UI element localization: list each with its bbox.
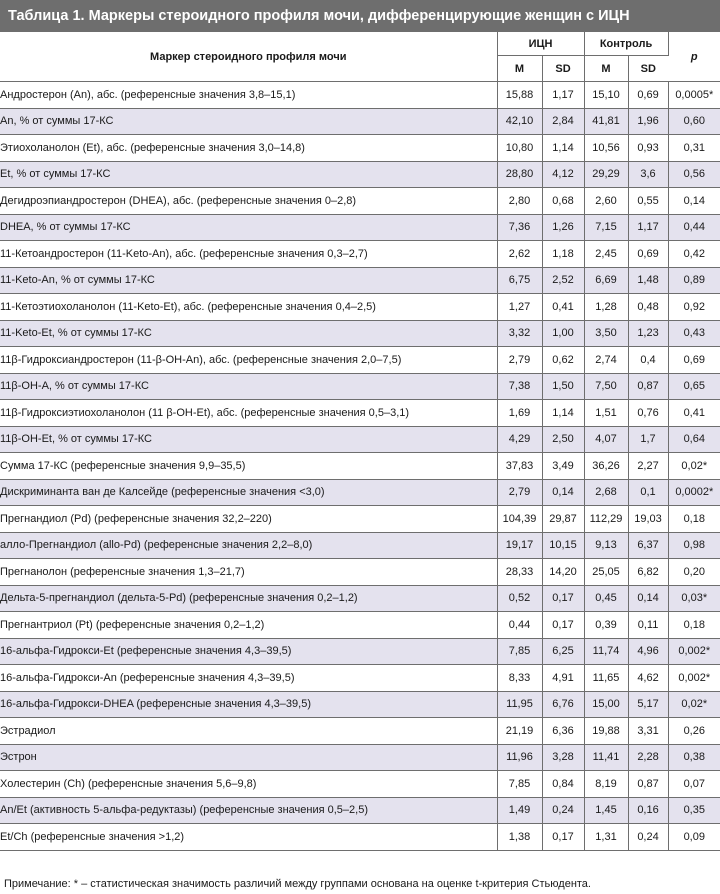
icn-m-cell: 0,44: [497, 612, 542, 639]
control-m-cell: 11,41: [584, 744, 628, 771]
control-sd-cell: 0,76: [628, 400, 668, 427]
p-value-cell: 0,41: [668, 400, 720, 427]
control-sd-cell: 6,37: [628, 532, 668, 559]
p-value-cell: 0,69: [668, 347, 720, 374]
icn-m-cell: 11,96: [497, 744, 542, 771]
marker-name-cell: Прегнанолон (референсные значения 1,3–21,7): [0, 559, 497, 586]
p-value-cell: 0,44: [668, 214, 720, 241]
icn-sd-cell: 2,52: [542, 267, 584, 294]
control-sd-cell: 3,31: [628, 718, 668, 745]
control-sd-cell: 0,48: [628, 294, 668, 321]
control-m-cell: 1,45: [584, 797, 628, 824]
control-sd-cell: 1,48: [628, 267, 668, 294]
table-row: [0, 267, 720, 294]
control-sd-cell: 19,03: [628, 506, 668, 533]
table-row: [0, 294, 720, 321]
p-value-cell: 0,42: [668, 241, 720, 268]
marker-name-cell: DHEA, % от суммы 17-КС: [0, 214, 497, 241]
control-sd-cell: 2,27: [628, 453, 668, 480]
marker-name-cell: 11β-OH-A, % от суммы 17-КС: [0, 373, 497, 400]
icn-sd-cell: 0,84: [542, 771, 584, 798]
header-icn-sd: SD: [542, 56, 584, 82]
control-m-cell: 10,56: [584, 135, 628, 162]
header-marker: Маркер стероидного профиля мочи: [0, 32, 497, 82]
control-m-cell: 0,39: [584, 612, 628, 639]
control-m-cell: 2,45: [584, 241, 628, 268]
control-m-cell: 2,68: [584, 479, 628, 506]
marker-name-cell: 11-Keto-Et, % от суммы 17-КС: [0, 320, 497, 347]
table-row: [0, 453, 720, 480]
icn-sd-cell: 1,00: [542, 320, 584, 347]
header-group-icn: ИЦН: [497, 32, 584, 56]
table-row: [0, 506, 720, 533]
icn-sd-cell: 10,15: [542, 532, 584, 559]
icn-m-cell: 2,79: [497, 347, 542, 374]
header-control-m: M: [584, 56, 628, 82]
control-sd-cell: 4,62: [628, 665, 668, 692]
marker-name-cell: Сумма 17-КС (референсные значения 9,9–35,5): [0, 453, 497, 480]
table-row: [0, 612, 720, 639]
control-m-cell: 0,45: [584, 585, 628, 612]
control-m-cell: 9,13: [584, 532, 628, 559]
marker-name-cell: Дегидроэпиандростерон (DHEA), абс. (референсные значения 0–2,8): [0, 188, 497, 215]
marker-name-cell: 11-Keto-An, % от суммы 17-КС: [0, 267, 497, 294]
icn-sd-cell: 0,68: [542, 188, 584, 215]
control-sd-cell: 0,14: [628, 585, 668, 612]
table-row: [0, 479, 720, 506]
control-m-cell: 6,69: [584, 267, 628, 294]
control-sd-cell: 0,69: [628, 241, 668, 268]
icn-sd-cell: 1,14: [542, 135, 584, 162]
table-row: [0, 532, 720, 559]
table-row: [0, 718, 720, 745]
table-row: [0, 214, 720, 241]
header-icn-m: M: [497, 56, 542, 82]
icn-m-cell: 0,52: [497, 585, 542, 612]
p-value-cell: 0,03*: [668, 585, 720, 612]
control-m-cell: 7,15: [584, 214, 628, 241]
icn-sd-cell: 1,26: [542, 214, 584, 241]
p-value-cell: 0,09: [668, 824, 720, 851]
icn-m-cell: 37,83: [497, 453, 542, 480]
control-sd-cell: 1,96: [628, 108, 668, 135]
p-value-cell: 0,0002*: [668, 479, 720, 506]
icn-m-cell: 1,38: [497, 824, 542, 851]
marker-name-cell: 16-альфа-Гидрокси-Et (референсные значения 4,3–39,5): [0, 638, 497, 665]
control-m-cell: 1,28: [584, 294, 628, 321]
icn-m-cell: 3,32: [497, 320, 542, 347]
icn-sd-cell: 6,25: [542, 638, 584, 665]
p-value-cell: 0,92: [668, 294, 720, 321]
icn-sd-cell: 14,20: [542, 559, 584, 586]
control-sd-cell: 0,4: [628, 347, 668, 374]
control-m-cell: 11,74: [584, 638, 628, 665]
control-m-cell: 15,10: [584, 82, 628, 109]
p-value-cell: 0,18: [668, 506, 720, 533]
header-control-sd: SD: [628, 56, 668, 82]
marker-name-cell: Холестерин (Ch) (референсные значения 5,6–9,8): [0, 771, 497, 798]
footnote: Примечание: * – статистическая значимость различий между группами основана на оценке t-критерия Стьюдента.: [4, 878, 591, 890]
control-m-cell: 1,31: [584, 824, 628, 851]
icn-m-cell: 2,80: [497, 188, 542, 215]
p-value-cell: 0,20: [668, 559, 720, 586]
icn-sd-cell: 0,17: [542, 824, 584, 851]
table-row: [0, 241, 720, 268]
icn-m-cell: 15,88: [497, 82, 542, 109]
control-m-cell: 36,26: [584, 453, 628, 480]
p-value-cell: 0,18: [668, 612, 720, 639]
icn-sd-cell: 1,17: [542, 82, 584, 109]
marker-name-cell: Этиохоланолон (Et), абс. (референсные значения 3,0–14,8): [0, 135, 497, 162]
table-row: [0, 347, 720, 374]
control-sd-cell: 6,82: [628, 559, 668, 586]
control-m-cell: 8,19: [584, 771, 628, 798]
icn-m-cell: 7,38: [497, 373, 542, 400]
table-row: [0, 188, 720, 215]
p-value-cell: 0,89: [668, 267, 720, 294]
icn-m-cell: 21,19: [497, 718, 542, 745]
marker-name-cell: Дискриминанта ван де Калсейде (референсные значения <3,0): [0, 479, 497, 506]
icn-sd-cell: 3,28: [542, 744, 584, 771]
icn-sd-cell: 0,17: [542, 585, 584, 612]
control-m-cell: 25,05: [584, 559, 628, 586]
steroid-marker-table: [0, 32, 720, 851]
marker-name-cell: Эстрон: [0, 744, 497, 771]
icn-m-cell: 19,17: [497, 532, 542, 559]
table-row: [0, 824, 720, 851]
header-group-control: Контроль: [584, 32, 668, 56]
icn-m-cell: 1,27: [497, 294, 542, 321]
icn-sd-cell: 0,41: [542, 294, 584, 321]
marker-name-cell: 11β-Гидроксиэтиохоланолон (11 β-OH-Et), абс. (референсные значения 0,5–3,1): [0, 400, 497, 427]
table-row: [0, 559, 720, 586]
icn-m-cell: 1,49: [497, 797, 542, 824]
control-sd-cell: 0,87: [628, 771, 668, 798]
marker-name-cell: 16-альфа-Гидрокси-An (референсные значения 4,3–39,5): [0, 665, 497, 692]
icn-sd-cell: 0,62: [542, 347, 584, 374]
control-m-cell: 41,81: [584, 108, 628, 135]
icn-m-cell: 1,69: [497, 400, 542, 427]
control-sd-cell: 0,1: [628, 479, 668, 506]
control-m-cell: 4,07: [584, 426, 628, 453]
p-value-cell: 0,07: [668, 771, 720, 798]
icn-sd-cell: 2,84: [542, 108, 584, 135]
control-sd-cell: 1,23: [628, 320, 668, 347]
control-sd-cell: 2,28: [628, 744, 668, 771]
control-sd-cell: 0,16: [628, 797, 668, 824]
p-value-cell: 0,56: [668, 161, 720, 188]
icn-m-cell: 2,62: [497, 241, 542, 268]
p-value-cell: 0,98: [668, 532, 720, 559]
control-sd-cell: 0,24: [628, 824, 668, 851]
table-row: [0, 82, 720, 109]
control-m-cell: 11,65: [584, 665, 628, 692]
table-row: [0, 373, 720, 400]
marker-name-cell: Et/Ch (референсные значения >1,2): [0, 824, 497, 851]
p-value-cell: 0,64: [668, 426, 720, 453]
table-row: [0, 426, 720, 453]
icn-m-cell: 28,80: [497, 161, 542, 188]
marker-name-cell: 11-Кетоэтиохоланолон (11-Keto-Et), абс. (референсные значения 0,4–2,5): [0, 294, 497, 321]
icn-m-cell: 4,29: [497, 426, 542, 453]
control-m-cell: 112,29: [584, 506, 628, 533]
icn-m-cell: 104,39: [497, 506, 542, 533]
control-m-cell: 7,50: [584, 373, 628, 400]
marker-name-cell: Прегнандиол (Pd) (референсные значения 32,2–220): [0, 506, 497, 533]
marker-name-cell: Дельта-5-прегнандиол (дельта-5-Pd) (референсные значения 0,2–1,2): [0, 585, 497, 612]
icn-m-cell: 6,75: [497, 267, 542, 294]
marker-name-cell: An, % от суммы 17-КС: [0, 108, 497, 135]
table-row: [0, 585, 720, 612]
p-value-cell: 0,43: [668, 320, 720, 347]
icn-sd-cell: 3,49: [542, 453, 584, 480]
control-sd-cell: 0,11: [628, 612, 668, 639]
icn-sd-cell: 4,12: [542, 161, 584, 188]
marker-name-cell: алло-Прегнандиол (allo-Pd) (референсные значения 2,2–8,0): [0, 532, 497, 559]
icn-sd-cell: 6,36: [542, 718, 584, 745]
control-m-cell: 2,60: [584, 188, 628, 215]
icn-m-cell: 7,36: [497, 214, 542, 241]
marker-name-cell: An/Et (активность 5-альфа-редуктазы) (референсные значения 0,5–2,5): [0, 797, 497, 824]
table-row: [0, 771, 720, 798]
icn-sd-cell: 1,14: [542, 400, 584, 427]
p-value-cell: 0,0005*: [668, 82, 720, 109]
icn-sd-cell: 1,18: [542, 241, 584, 268]
control-sd-cell: 5,17: [628, 691, 668, 718]
p-value-cell: 0,31: [668, 135, 720, 162]
p-value-cell: 0,65: [668, 373, 720, 400]
icn-m-cell: 7,85: [497, 771, 542, 798]
table-row: [0, 320, 720, 347]
icn-m-cell: 7,85: [497, 638, 542, 665]
icn-sd-cell: 0,14: [542, 479, 584, 506]
control-m-cell: 1,51: [584, 400, 628, 427]
icn-sd-cell: 29,87: [542, 506, 584, 533]
control-sd-cell: 0,93: [628, 135, 668, 162]
icn-sd-cell: 6,76: [542, 691, 584, 718]
p-value-cell: 0,14: [668, 188, 720, 215]
icn-m-cell: 42,10: [497, 108, 542, 135]
control-sd-cell: 1,17: [628, 214, 668, 241]
marker-name-cell: Прегнантриол (Pt) (референсные значения 0,2–1,2): [0, 612, 497, 639]
icn-m-cell: 11,95: [497, 691, 542, 718]
icn-m-cell: 8,33: [497, 665, 542, 692]
control-sd-cell: 0,55: [628, 188, 668, 215]
marker-name-cell: Андростерон (An), абс. (референсные значения 3,8–15,1): [0, 82, 497, 109]
icn-m-cell: 28,33: [497, 559, 542, 586]
control-sd-cell: 0,69: [628, 82, 668, 109]
table-row: [0, 691, 720, 718]
table-row: [0, 135, 720, 162]
control-m-cell: 2,74: [584, 347, 628, 374]
icn-sd-cell: 2,50: [542, 426, 584, 453]
p-value-cell: 0,60: [668, 108, 720, 135]
marker-name-cell: 11β-OH-Et, % от суммы 17-КС: [0, 426, 497, 453]
table-title: Таблица 1. Маркеры стероидного профиля мочи, дифференцирующие женщин с ИЦН: [0, 0, 720, 32]
p-value-cell: 0,02*: [668, 453, 720, 480]
p-value-cell: 0,02*: [668, 691, 720, 718]
control-sd-cell: 0,87: [628, 373, 668, 400]
p-value-cell: 0,26: [668, 718, 720, 745]
table-row: [0, 638, 720, 665]
icn-m-cell: 2,79: [497, 479, 542, 506]
header-p-value: p: [668, 32, 720, 82]
control-m-cell: 15,00: [584, 691, 628, 718]
p-value-cell: 0,002*: [668, 638, 720, 665]
marker-name-cell: Эстрадиол: [0, 718, 497, 745]
icn-sd-cell: 0,17: [542, 612, 584, 639]
icn-m-cell: 10,80: [497, 135, 542, 162]
table-row: [0, 665, 720, 692]
p-value-cell: 0,002*: [668, 665, 720, 692]
control-sd-cell: 3,6: [628, 161, 668, 188]
marker-name-cell: Et, % от суммы 17-КС: [0, 161, 497, 188]
table-row: [0, 400, 720, 427]
icn-sd-cell: 4,91: [542, 665, 584, 692]
marker-name-cell: 11β-Гидроксиандростерон (11-β-OH-An), абс. (референсные значения 2,0–7,5): [0, 347, 497, 374]
table-row: [0, 108, 720, 135]
p-value-cell: 0,38: [668, 744, 720, 771]
table-row: [0, 161, 720, 188]
p-value-cell: 0,35: [668, 797, 720, 824]
icn-sd-cell: 0,24: [542, 797, 584, 824]
control-m-cell: 3,50: [584, 320, 628, 347]
table-row: [0, 744, 720, 771]
marker-name-cell: 11-Кетоандростерон (11-Keto-An), абс. (референсные значения 0,3–2,7): [0, 241, 497, 268]
icn-sd-cell: 1,50: [542, 373, 584, 400]
control-sd-cell: 4,96: [628, 638, 668, 665]
control-m-cell: 29,29: [584, 161, 628, 188]
control-m-cell: 19,88: [584, 718, 628, 745]
marker-name-cell: 16-альфа-Гидрокси-DHEA (референсные значения 4,3–39,5): [0, 691, 497, 718]
control-sd-cell: 1,7: [628, 426, 668, 453]
table-row: [0, 797, 720, 824]
